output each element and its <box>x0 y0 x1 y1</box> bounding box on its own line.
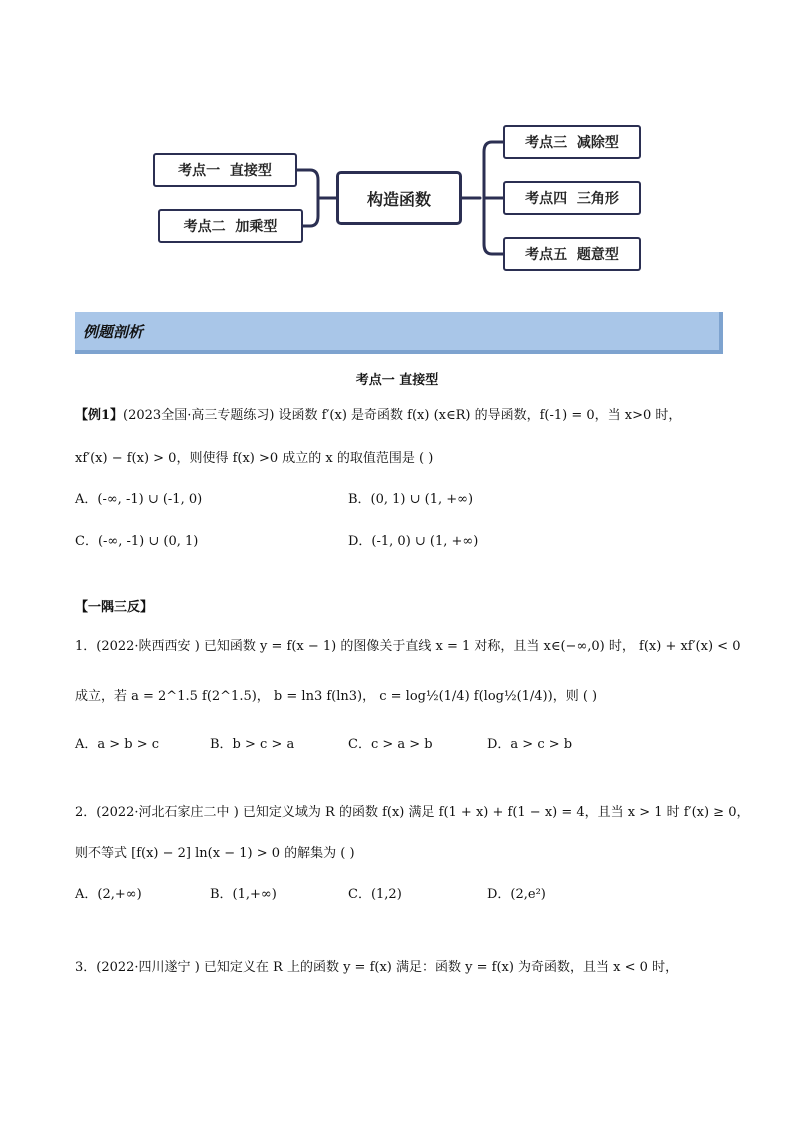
node-kaodian-2: 考点二 加乘型 <box>158 209 303 243</box>
q1-option-a: A．a > b > c <box>75 737 160 752</box>
q2-option-b: B．(1,+∞) <box>210 887 277 902</box>
q2-option-d: D．(2,e²) <box>487 887 546 902</box>
q1-line1: 1．(2022·陕西西安 ) 已知函数 y = f(x − 1) 的图像关于直线 x = 1 对称，且当 x∈(−∞,0) 时， f(x) + xf′(x) < 0 <box>75 639 741 654</box>
q2-option-a: A．(2,+∞) <box>75 887 142 902</box>
practice-heading: 【一隅三反】 <box>75 600 154 615</box>
mindmap-center: 构造函数 <box>336 171 462 225</box>
q1-option-d: D．a > c > b <box>487 737 573 752</box>
example1-text1: (2023全国·高三专题练习) 设函数 f′(x) 是奇函数 f(x) (x∈R) 的导函数，f(-1) = 0，当 x>0 时， <box>123 408 682 423</box>
node-kaodian-1: 考点一 直接型 <box>153 153 297 187</box>
node-kaodian-3: 考点三 减除型 <box>503 125 641 159</box>
q1-option-b: B．b > c > a <box>210 737 295 752</box>
q1-line2: 成立，若 a = 2^1.5 f(2^1.5)， b = ln3 f(ln3)， c = log½(1/4) f(log½(1/4))，则 ( ) <box>75 689 598 704</box>
q1-option-c: C．c > a > b <box>348 737 433 752</box>
q2-line1: 2．(2022·河北石家庄二中 ) 已知定义域为 R 的函数 f(x) 满足 f(1 + x) + f(1 − x) = 4，且当 x > 1 时 f′(x) ≥ 0， <box>75 805 750 820</box>
section-title: 考点一 直接型 <box>355 373 439 388</box>
mindmap-connectors <box>0 0 794 300</box>
node-kaodian-4: 考点四 三角形 <box>503 181 641 215</box>
example1-option-a: A．(-∞, -1) ∪ (-1, 0) <box>75 492 203 507</box>
example-tag: 【例1】 <box>75 408 124 423</box>
q2-line2: 则不等式 [f(x) − 2] ln(x − 1) > 0 的解集为 ( ) <box>75 846 355 861</box>
q3-line1: 3．(2022·四川遂宁 ) 已知定义在 R 上的函数 y = f(x) 满足：函数 y = f(x) 为奇函数，且当 x < 0 时， <box>75 960 679 975</box>
example1-option-d: D．(-1, 0) ∪ (1, +∞) <box>348 534 479 549</box>
node-kaodian-5: 考点五 题意型 <box>503 237 641 271</box>
section-banner <box>75 312 723 354</box>
example1-option-b: B．(0, 1) ∪ (1, +∞) <box>348 492 474 507</box>
example1-line1 <box>75 407 681 425</box>
example1-option-c: C．(-∞, -1) ∪ (0, 1) <box>75 534 199 549</box>
banner-title: 例题剖析 <box>83 322 144 341</box>
q2-option-c: C．(1,2) <box>348 887 402 902</box>
example1-line2: xf′(x) − f(x) > 0，则使得 f(x) >0 成立的 x 的取值范围是 ( ) <box>75 451 434 466</box>
